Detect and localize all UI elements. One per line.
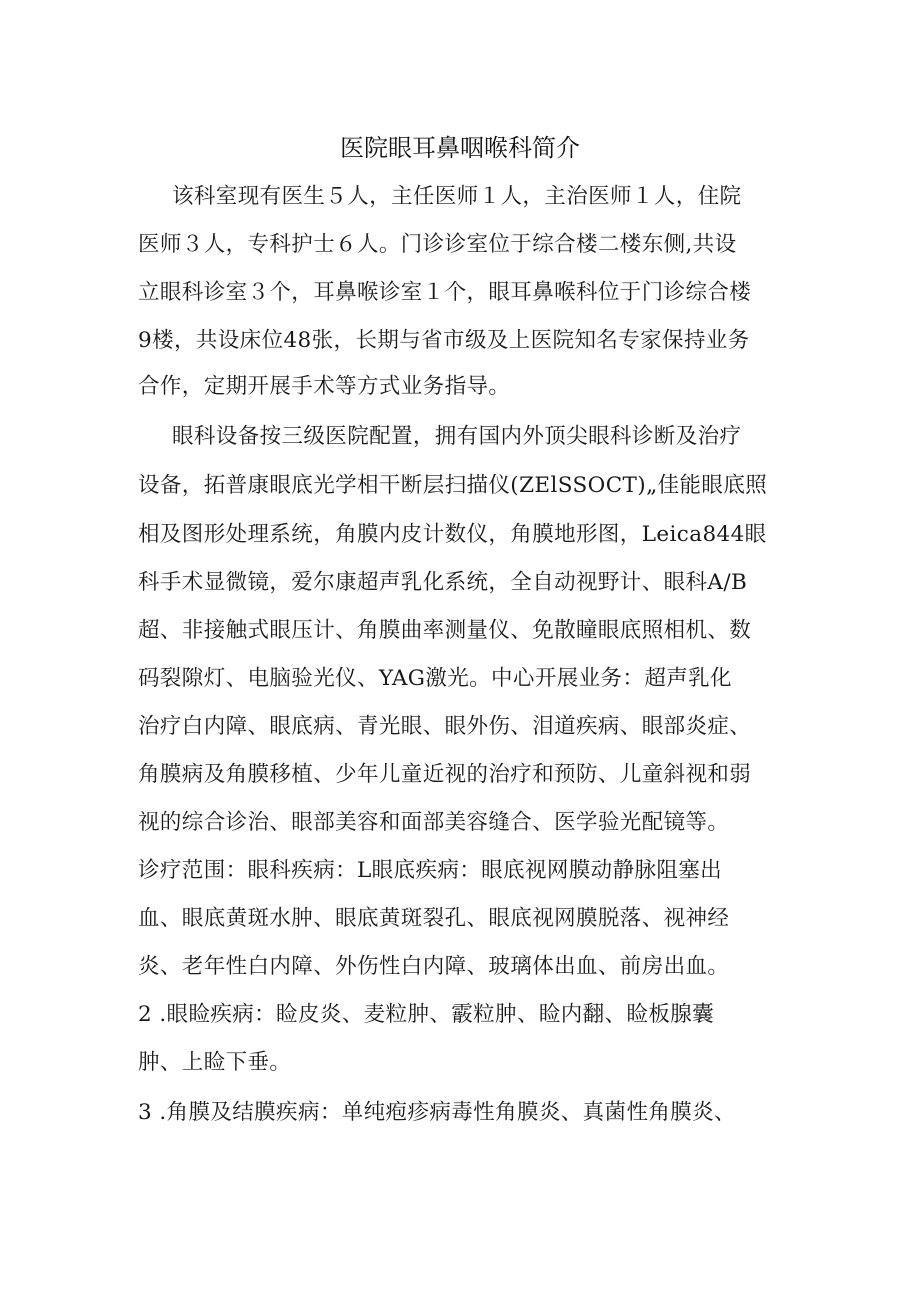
text-line: 医师３人，专科护士６人。门诊诊室位于综合楼二楼东侧,共设 bbox=[138, 232, 737, 257]
text-line: 诊疗范围：眼科疾病：L眼底疾病：眼底视网膜动静脉阻塞出 bbox=[138, 858, 723, 883]
text-line: 2 .眼睑疾病：睑皮炎、麦粒肿、霰粒肿、睑内翻、睑板腺囊 bbox=[138, 1002, 715, 1027]
text-line: 立眼科诊室３个，耳鼻喉诊室１个，眼耳鼻喉科位于门诊综合楼 bbox=[138, 280, 752, 305]
text-line: 视的综合诊治、眼部美容和面部美容缝合、医学验光配镜等。 bbox=[138, 810, 730, 835]
text-line: 该科室现有医生５人，主任医师１人，主治医师１人，住院 bbox=[172, 184, 742, 209]
text-line: 合作，定期开展手术等方式业务指导。 bbox=[138, 374, 511, 399]
text-line: 相及图形处理系统，角膜内皮计数仪，角膜地形图，Leica844眼 bbox=[138, 522, 767, 547]
document-title: 医院眼耳鼻咽喉科简介 bbox=[340, 134, 580, 162]
text-line: 血、眼底黄斑水肿、眼底黄斑裂孔、眼底视网膜脱落、视神经 bbox=[138, 906, 730, 931]
text-line: 超、非接触式眼压计、角膜曲率测量仪、免散瞳眼底照相机、数 bbox=[138, 618, 752, 643]
text-line: 肿、上睑下垂。 bbox=[138, 1050, 292, 1075]
text-line: 治疗白内障、眼底病、青光眼、眼外伤、泪道疾病、眼部炎症、 bbox=[138, 714, 752, 739]
text-line: 设备，拓普康眼底光学相干断层扫描仪(ZElSSOCT)„佳能眼底照 bbox=[138, 473, 768, 498]
text-line: 码裂隙灯、电脑验光仪、YAG激光。中心开展业务：超声乳化 bbox=[138, 666, 732, 691]
text-line: 炎、老年性白内障、外伤性白内障、玻璃体出血、前房出血。 bbox=[138, 954, 730, 979]
text-line: 眼科设备按三级医院配置，拥有国内外顶尖眼科诊断及治疗 bbox=[172, 424, 742, 449]
text-line: 角膜病及角膜移植、少年儿童近视的治疗和预防、儿童斜视和弱 bbox=[138, 762, 752, 787]
text-line: 3 .角膜及结膜疾病：单纯疱疹病毒性角膜炎、真菌性角膜炎、 bbox=[138, 1100, 736, 1125]
text-line: 9楼，共设床位48张，长期与省市级及上医院知名专家保持业务 bbox=[138, 328, 750, 353]
text-line: 科手术显微镜，爱尔康超声乳化系统，全自动视野计、眼科A/B bbox=[138, 570, 748, 595]
